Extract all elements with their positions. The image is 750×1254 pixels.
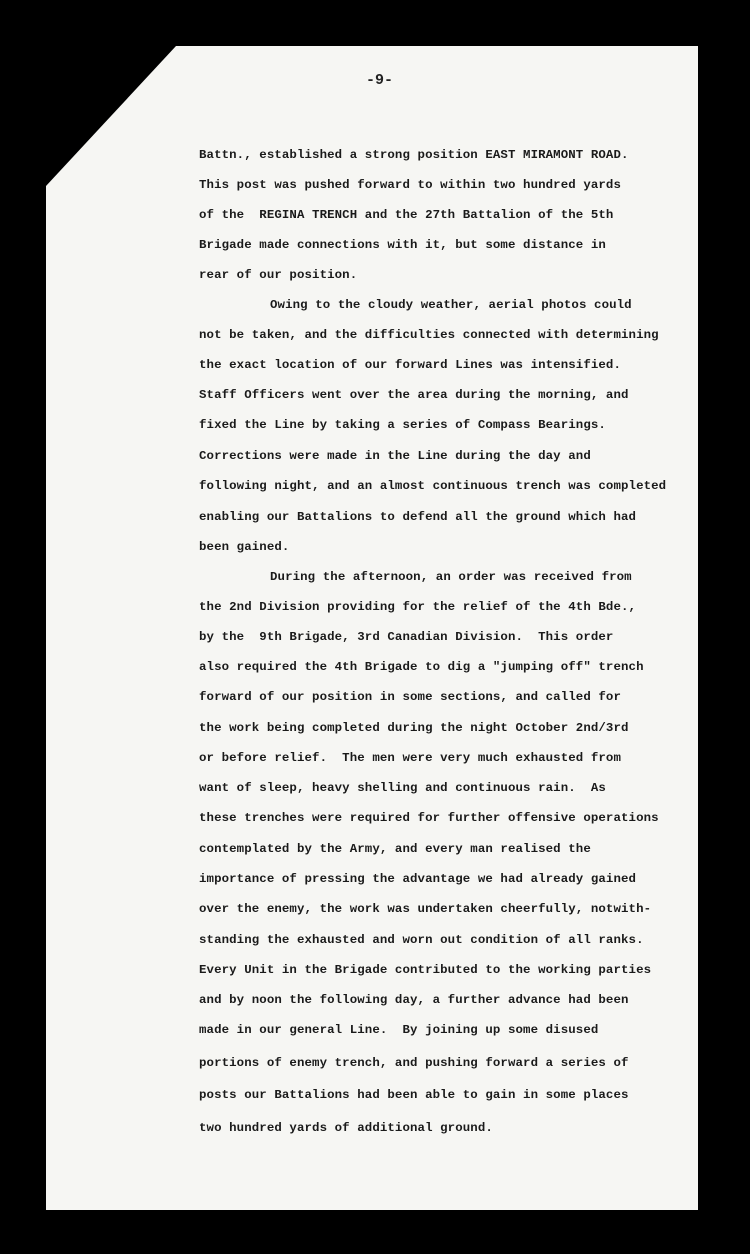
text-line: standing the exhausted and worn out condition of all ranks. [199,933,644,947]
text-line: fixed the Line by taking a series of Compass Bearings. [199,418,606,432]
text-line: and by noon the following day, a further advance had been [199,993,629,1007]
text-line: Every Unit in the Brigade contributed to the working parties [199,963,652,977]
text-line: the exact location of our forward Lines was intensified. [199,358,621,372]
text-line: the 2nd Division providing for the relief of the 4th Bde., [199,600,637,614]
text-line: or before relief. The men were very much exhausted from [199,751,621,765]
text-line: made in our general Line. By joining up some disused [199,1023,599,1037]
text-line: contemplated by the Army, and every man realised the [199,842,591,856]
text-line: Corrections were made in the Line during the day and [199,449,591,463]
text-line: been gained. [199,540,290,554]
text-line: portions of enemy trench, and pushing forward a series of [199,1056,629,1070]
text-line: want of sleep, heavy shelling and continuous rain. As [199,781,606,795]
page-number: -9- [366,72,394,89]
text-line: by the 9th Brigade, 3rd Canadian Division. This order [199,630,614,644]
text-line: over the enemy, the work was undertaken cheerfully, notwith- [199,902,652,916]
text-line: two hundred yards of additional ground. [199,1121,493,1135]
text-line: the work being completed during the night October 2nd/3rd [199,721,629,735]
text-line: During the afternoon, an order was received from [270,570,632,584]
text-line: enabling our Battalions to defend all the ground which had [199,510,637,524]
text-line: also required the 4th Brigade to dig a "jumping off" trench [199,660,644,674]
text-line: posts our Battalions had been able to gain in some places [199,1088,629,1102]
text-line: forward of our position in some sections, and called for [199,690,621,704]
text-line: these trenches were required for further offensive operations [199,811,659,825]
text-line: of the REGINA TRENCH and the 27th Battalion of the 5th [199,208,614,222]
text-line: Owing to the cloudy weather, aerial photos could [270,298,632,312]
text-line: This post was pushed forward to within two hundred yards [199,178,621,192]
text-line: importance of pressing the advantage we had already gained [199,872,637,886]
text-line: Battn., established a strong position EAST MIRAMONT ROAD. [199,148,629,162]
text-line: not be taken, and the difficulties connected with determining [199,328,659,342]
text-line: rear of our position. [199,268,358,282]
text-line: Staff Officers went over the area during the morning, and [199,388,629,402]
text-line: Brigade made connections with it, but some distance in [199,238,606,252]
text-line: following night, and an almost continuous trench was completed [199,479,667,493]
